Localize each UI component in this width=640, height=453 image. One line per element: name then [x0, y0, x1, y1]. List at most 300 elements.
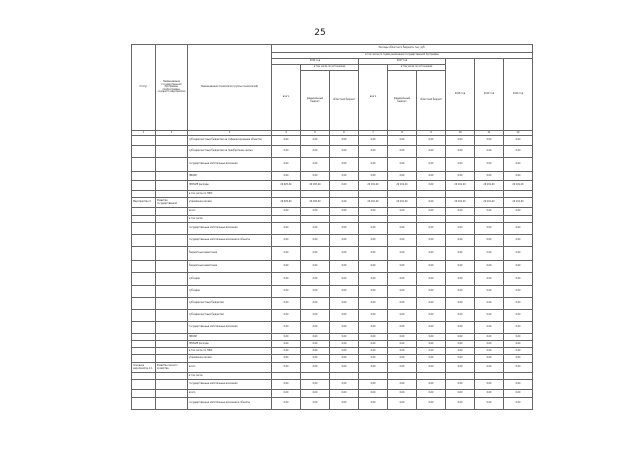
value-cell	[330, 373, 359, 380]
value-cell	[504, 216, 533, 223]
value-cell: 0,00	[330, 355, 359, 363]
value-cell: 0,00	[359, 363, 388, 373]
value-cell: 0,00	[359, 390, 388, 398]
indicator-cell: НИОКР	[188, 172, 272, 181]
value-cell: 0,00	[504, 310, 533, 322]
value-cell: 0,00	[272, 208, 301, 216]
status-cell	[132, 235, 156, 247]
value-cell: 0,00	[359, 273, 388, 286]
value-cell: 0,00	[388, 273, 417, 286]
program-cell	[156, 261, 188, 273]
value-cell: 0,00	[417, 355, 446, 363]
header-total: всего	[359, 65, 388, 131]
status-cell	[132, 158, 156, 172]
value-cell: 0,00	[359, 286, 388, 298]
header-sub-col: федеральный бюджет	[388, 71, 417, 131]
value-cell: 0,00	[417, 172, 446, 181]
program-cell	[156, 355, 188, 363]
table-row	[132, 334, 533, 341]
program-cell	[156, 398, 188, 410]
value-cell: 0,00	[272, 355, 301, 363]
value-cell: 29 925,40	[272, 181, 301, 191]
value-cell: 29 191,20	[388, 198, 417, 208]
status-cell	[132, 136, 156, 146]
program-cell	[156, 191, 188, 198]
value-cell: 0,00	[301, 334, 330, 341]
value-cell: 0,00	[446, 286, 475, 298]
table-row	[132, 235, 533, 247]
value-cell: 0,00	[388, 286, 417, 298]
value-cell: 0,00	[330, 363, 359, 373]
value-cell: 0,00	[446, 341, 475, 348]
value-cell: 0,00	[359, 136, 388, 146]
status-cell	[132, 223, 156, 235]
header-sub-col: областной бюджет	[330, 71, 359, 131]
value-cell: 0,00	[417, 261, 446, 273]
value-cell: 0,00	[301, 355, 330, 363]
program-cell	[156, 390, 188, 398]
value-cell: 0,00	[330, 158, 359, 172]
value-cell: 0,00	[359, 355, 388, 363]
value-cell: 0,00	[388, 223, 417, 235]
value-cell: 0,00	[301, 223, 330, 235]
value-cell: 0,00	[504, 341, 533, 348]
table-row	[132, 341, 533, 348]
value-cell	[446, 191, 475, 198]
header-year-2020: 2020 год	[504, 59, 533, 131]
status-cell	[132, 373, 156, 380]
status-cell	[132, 286, 156, 298]
value-cell: 0,00	[475, 172, 504, 181]
program-cell	[156, 136, 188, 146]
indicator-cell: государственные капитальные вложения	[188, 380, 272, 390]
table-row	[132, 273, 533, 286]
value-cell: 0,00	[504, 136, 533, 146]
value-cell	[388, 216, 417, 223]
value-cell	[359, 373, 388, 380]
value-cell	[301, 373, 330, 380]
value-cell: 0,00	[446, 235, 475, 247]
value-cell: 0,00	[388, 341, 417, 348]
value-cell	[417, 216, 446, 223]
column-index-cell: 10	[446, 131, 475, 136]
indicator-cell: в том числе по ГРБС	[188, 191, 272, 198]
value-cell: 0,00	[504, 348, 533, 355]
program-cell	[156, 286, 188, 298]
indicator-cell: в том числе по ГРБС	[188, 348, 272, 355]
program-cell	[156, 146, 188, 158]
value-cell: 0,00	[301, 247, 330, 261]
page-number: 25	[314, 28, 326, 38]
status-cell	[132, 322, 156, 334]
value-cell: 0,00	[446, 273, 475, 286]
indicator-cell: в том числе	[188, 216, 272, 223]
program-cell	[156, 247, 188, 261]
value-cell: 0,00	[330, 172, 359, 181]
value-cell: 0,00	[388, 380, 417, 390]
value-cell: 29 191,20	[359, 181, 388, 191]
value-cell: 0,00	[475, 273, 504, 286]
value-cell: 0,00	[388, 334, 417, 341]
program-cell: Развитие государственной	[156, 198, 188, 208]
value-cell: 0,00	[504, 363, 533, 373]
value-cell: 0,00	[504, 355, 533, 363]
table-row	[132, 398, 533, 410]
value-cell: 29 191,20	[475, 198, 504, 208]
program-cell	[156, 172, 188, 181]
value-cell: 0,00	[446, 322, 475, 334]
value-cell: 0,00	[272, 261, 301, 273]
value-cell: 0,00	[301, 273, 330, 286]
value-cell: 0,00	[330, 390, 359, 398]
value-cell: 0,00	[272, 341, 301, 348]
table-row	[132, 286, 533, 298]
value-cell: 0,00	[475, 158, 504, 172]
value-cell: 0,00	[504, 273, 533, 286]
value-cell: 29 191,20	[504, 198, 533, 208]
value-cell	[359, 216, 388, 223]
value-cell: 0,00	[446, 172, 475, 181]
value-cell: 0,00	[475, 398, 504, 410]
table-row	[132, 322, 533, 334]
value-cell: 0,00	[446, 390, 475, 398]
value-cell: 0,00	[475, 363, 504, 373]
program-cell	[156, 223, 188, 235]
value-cell: 0,00	[388, 298, 417, 310]
value-cell: 0,00	[272, 136, 301, 146]
value-cell: 0,00	[475, 334, 504, 341]
value-cell: 0,00	[446, 355, 475, 363]
budget-table	[131, 44, 533, 410]
value-cell: 0,00	[330, 146, 359, 158]
status-cell	[132, 398, 156, 410]
value-cell: 0,00	[359, 348, 388, 355]
indicator-cell: государственные капитальные вложения	[188, 322, 272, 334]
value-cell: 0,00	[272, 348, 301, 355]
column-index-cell: 12	[504, 131, 533, 136]
value-cell: 0,00	[475, 322, 504, 334]
table-row	[132, 191, 533, 198]
value-cell: 0,00	[417, 322, 446, 334]
value-cell: 0,00	[359, 334, 388, 341]
value-cell	[272, 373, 301, 380]
value-cell: 0,00	[330, 398, 359, 410]
value-cell: 0,00	[388, 363, 417, 373]
column-index-cell: 1	[132, 131, 156, 136]
value-cell: 0,00	[446, 158, 475, 172]
value-cell: 0,00	[301, 286, 330, 298]
value-cell: 0,00	[388, 322, 417, 334]
value-cell: 0,00	[417, 198, 446, 208]
program-cell	[156, 310, 188, 322]
indicator-cell: НИОКР	[188, 334, 272, 341]
value-cell: 29 925,40	[272, 198, 301, 208]
header-year-2016: 2016 год	[272, 59, 359, 65]
value-cell: 0,00	[359, 247, 388, 261]
table-row	[132, 247, 533, 261]
table-row	[132, 390, 533, 398]
value-cell: 0,00	[504, 286, 533, 298]
value-cell: 0,00	[388, 355, 417, 363]
status-cell	[132, 208, 156, 216]
value-cell	[388, 191, 417, 198]
indicator-cell: бюджетные инвестиции	[188, 247, 272, 261]
value-cell: 0,00	[504, 390, 533, 398]
column-index-cell: 7	[359, 131, 388, 136]
value-cell: 0,00	[388, 235, 417, 247]
value-cell	[301, 216, 330, 223]
value-cell: 0,00	[475, 380, 504, 390]
value-cell: 0,00	[272, 322, 301, 334]
indicator-cell: государственные капитальные вложения в объекты	[188, 398, 272, 410]
value-cell: 0,00	[330, 273, 359, 286]
value-cell: 29 191,20	[446, 181, 475, 191]
program-cell	[156, 334, 188, 341]
value-cell: 0,00	[388, 136, 417, 146]
value-cell: 0,00	[504, 380, 533, 390]
column-index-cell: 5	[301, 131, 330, 136]
value-cell: 0,00	[272, 298, 301, 310]
value-cell: 0,00	[272, 334, 301, 341]
value-cell: 0,00	[301, 208, 330, 216]
indicator-cell: субсидии местным бюджетам на софинансирование объектов	[188, 136, 272, 146]
value-cell: 0,00	[417, 273, 446, 286]
program-cell	[156, 298, 188, 310]
table-row	[132, 223, 533, 235]
value-cell: 0,00	[272, 158, 301, 172]
value-cell	[446, 216, 475, 223]
header-sub-col: областной бюджет	[417, 71, 446, 131]
value-cell: 0,00	[475, 348, 504, 355]
value-cell: 0,00	[330, 261, 359, 273]
value-cell: 0,00	[330, 208, 359, 216]
value-cell: 0,00	[330, 181, 359, 191]
value-cell: 0,00	[417, 310, 446, 322]
value-cell: 0,00	[330, 341, 359, 348]
value-cell	[359, 191, 388, 198]
indicator-cell: всего	[188, 208, 272, 216]
value-cell: 29 191,20	[475, 181, 504, 191]
value-cell: 0,00	[272, 398, 301, 410]
program-cell	[156, 341, 188, 348]
column-index-cell: 2	[156, 131, 188, 136]
value-cell: 0,00	[417, 208, 446, 216]
indicator-cell: ПРОЧИЕ расходы	[188, 181, 272, 191]
value-cell: 0,00	[272, 286, 301, 298]
indicator-cell: субсидии местным бюджетам на приобретение жилья	[188, 146, 272, 158]
value-cell	[475, 373, 504, 380]
value-cell: 0,00	[272, 223, 301, 235]
header-incl-1: в том числе по источникам	[301, 65, 359, 71]
value-cell	[330, 191, 359, 198]
header-status: Статус	[132, 45, 156, 131]
value-cell: 0,00	[446, 247, 475, 261]
value-cell: 0,00	[504, 247, 533, 261]
table-row	[132, 363, 533, 373]
value-cell: 0,00	[417, 235, 446, 247]
status-cell	[132, 216, 156, 223]
value-cell: 0,00	[272, 235, 301, 247]
indicator-cell: управление лесами	[188, 198, 272, 208]
value-cell: 0,00	[504, 158, 533, 172]
value-cell: 0,00	[330, 380, 359, 390]
value-cell: 0,00	[475, 136, 504, 146]
value-cell: 0,00	[475, 286, 504, 298]
value-cell: 0,00	[388, 348, 417, 355]
value-cell: 0,00	[330, 334, 359, 341]
program-cell	[156, 216, 188, 223]
value-cell: 0,00	[330, 198, 359, 208]
header-budget-group: Расходы областного бюджета, тыс. руб.	[272, 45, 533, 53]
value-cell: 0,00	[446, 223, 475, 235]
value-cell: 0,00	[272, 310, 301, 322]
table-row	[132, 208, 533, 216]
value-cell	[504, 373, 533, 380]
value-cell: 0,00	[475, 390, 504, 398]
value-cell: 0,00	[504, 235, 533, 247]
indicator-cell: субсидии	[188, 286, 272, 298]
value-cell: 0,00	[272, 273, 301, 286]
value-cell: 0,00	[417, 181, 446, 191]
program-cell: Развитие лесного хозяйства	[156, 363, 188, 373]
indicator-cell: государственные капитальные вложения	[188, 223, 272, 235]
indicator-cell: государственные капитальные вложения	[188, 158, 272, 172]
header-indicator: Наименование показателя (группы показателей)	[188, 45, 272, 131]
value-cell: 0,00	[417, 158, 446, 172]
status-cell	[132, 380, 156, 390]
value-cell: 0,00	[504, 223, 533, 235]
header-year-2017: 2017 год	[359, 59, 446, 65]
value-cell: 0,00	[301, 146, 330, 158]
status-cell	[132, 247, 156, 261]
indicator-cell: бюджетные инвестиции	[188, 261, 272, 273]
value-cell	[330, 216, 359, 223]
value-cell: 0,00	[359, 172, 388, 181]
status-cell	[132, 348, 156, 355]
value-cell: 0,00	[417, 223, 446, 235]
value-cell: 0,00	[301, 380, 330, 390]
value-cell: 0,00	[446, 261, 475, 273]
value-cell: 29 191,20	[504, 181, 533, 191]
column-index-cell: 3	[188, 131, 272, 136]
value-cell: 0,00	[417, 146, 446, 158]
value-cell: 29 165,00	[301, 198, 330, 208]
program-cell	[156, 208, 188, 216]
value-cell: 0,00	[272, 146, 301, 158]
value-cell: 0,00	[359, 322, 388, 334]
program-cell	[156, 348, 188, 355]
value-cell: 0,00	[388, 247, 417, 261]
header-sub-col: федеральный бюджет	[301, 71, 330, 131]
value-cell: 0,00	[388, 172, 417, 181]
program-cell	[156, 235, 188, 247]
value-cell: 0,00	[330, 286, 359, 298]
value-cell: 0,00	[417, 286, 446, 298]
value-cell: 29 191,20	[388, 181, 417, 191]
value-cell: 0,00	[446, 146, 475, 158]
value-cell: 0,00	[330, 310, 359, 322]
value-cell: 0,00	[446, 334, 475, 341]
value-cell: 0,00	[301, 235, 330, 247]
table-row	[132, 172, 533, 181]
table-row	[132, 136, 533, 146]
value-cell: 0,00	[388, 208, 417, 216]
status-cell	[132, 355, 156, 363]
program-cell	[156, 273, 188, 286]
value-cell	[388, 373, 417, 380]
column-index-cell: 4	[272, 131, 301, 136]
value-cell: 0,00	[359, 298, 388, 310]
table-row	[132, 310, 533, 322]
indicator-cell: субсидии местным бюджетам	[188, 298, 272, 310]
value-cell: 0,00	[272, 172, 301, 181]
value-cell: 0,00	[330, 223, 359, 235]
value-cell: 0,00	[301, 348, 330, 355]
value-cell: 0,00	[417, 341, 446, 348]
program-cell	[156, 181, 188, 191]
value-cell: 0,00	[301, 261, 330, 273]
table-row	[132, 146, 533, 158]
value-cell	[475, 216, 504, 223]
value-cell: 0,00	[359, 261, 388, 273]
table-row	[132, 198, 533, 208]
value-cell	[417, 373, 446, 380]
value-cell: 0,00	[504, 298, 533, 310]
value-cell: 0,00	[388, 261, 417, 273]
value-cell: 29 165,00	[301, 181, 330, 191]
header-total: всего	[272, 65, 301, 131]
value-cell: 0,00	[301, 158, 330, 172]
value-cell	[504, 191, 533, 198]
indicator-cell: ПРОЧИЕ расходы	[188, 341, 272, 348]
table-row	[132, 298, 533, 310]
value-cell: 0,00	[446, 208, 475, 216]
table-row	[132, 158, 533, 172]
table-row	[132, 348, 533, 355]
header-incl-2: в том числе по источникам	[388, 65, 446, 71]
value-cell: 0,00	[330, 348, 359, 355]
table-row	[132, 261, 533, 273]
status-cell	[132, 341, 156, 348]
value-cell	[446, 373, 475, 380]
indicator-cell: всего	[188, 390, 272, 398]
value-cell: 0,00	[504, 208, 533, 216]
value-cell: 0,00	[330, 136, 359, 146]
value-cell: 0,00	[417, 398, 446, 410]
table-row	[132, 380, 533, 390]
value-cell: 0,00	[475, 261, 504, 273]
value-cell: 0,00	[301, 136, 330, 146]
table-row	[132, 181, 533, 191]
value-cell: 0,00	[417, 247, 446, 261]
value-cell: 0,00	[446, 298, 475, 310]
status-cell	[132, 191, 156, 198]
table-row	[132, 373, 533, 380]
value-cell	[475, 191, 504, 198]
header-year-2019: 2019 год	[475, 59, 504, 131]
value-cell: 0,00	[388, 146, 417, 158]
value-cell: 0,00	[504, 261, 533, 273]
value-cell: 0,00	[417, 334, 446, 341]
value-cell: 0,00	[475, 146, 504, 158]
value-cell: 0,00	[446, 363, 475, 373]
value-cell: 0,00	[504, 172, 533, 181]
value-cell: 0,00	[388, 390, 417, 398]
value-cell: 0,00	[475, 235, 504, 247]
value-cell: 0,00	[504, 398, 533, 410]
header-year-2018: 2018 год	[446, 59, 475, 131]
value-cell: 0,00	[388, 310, 417, 322]
